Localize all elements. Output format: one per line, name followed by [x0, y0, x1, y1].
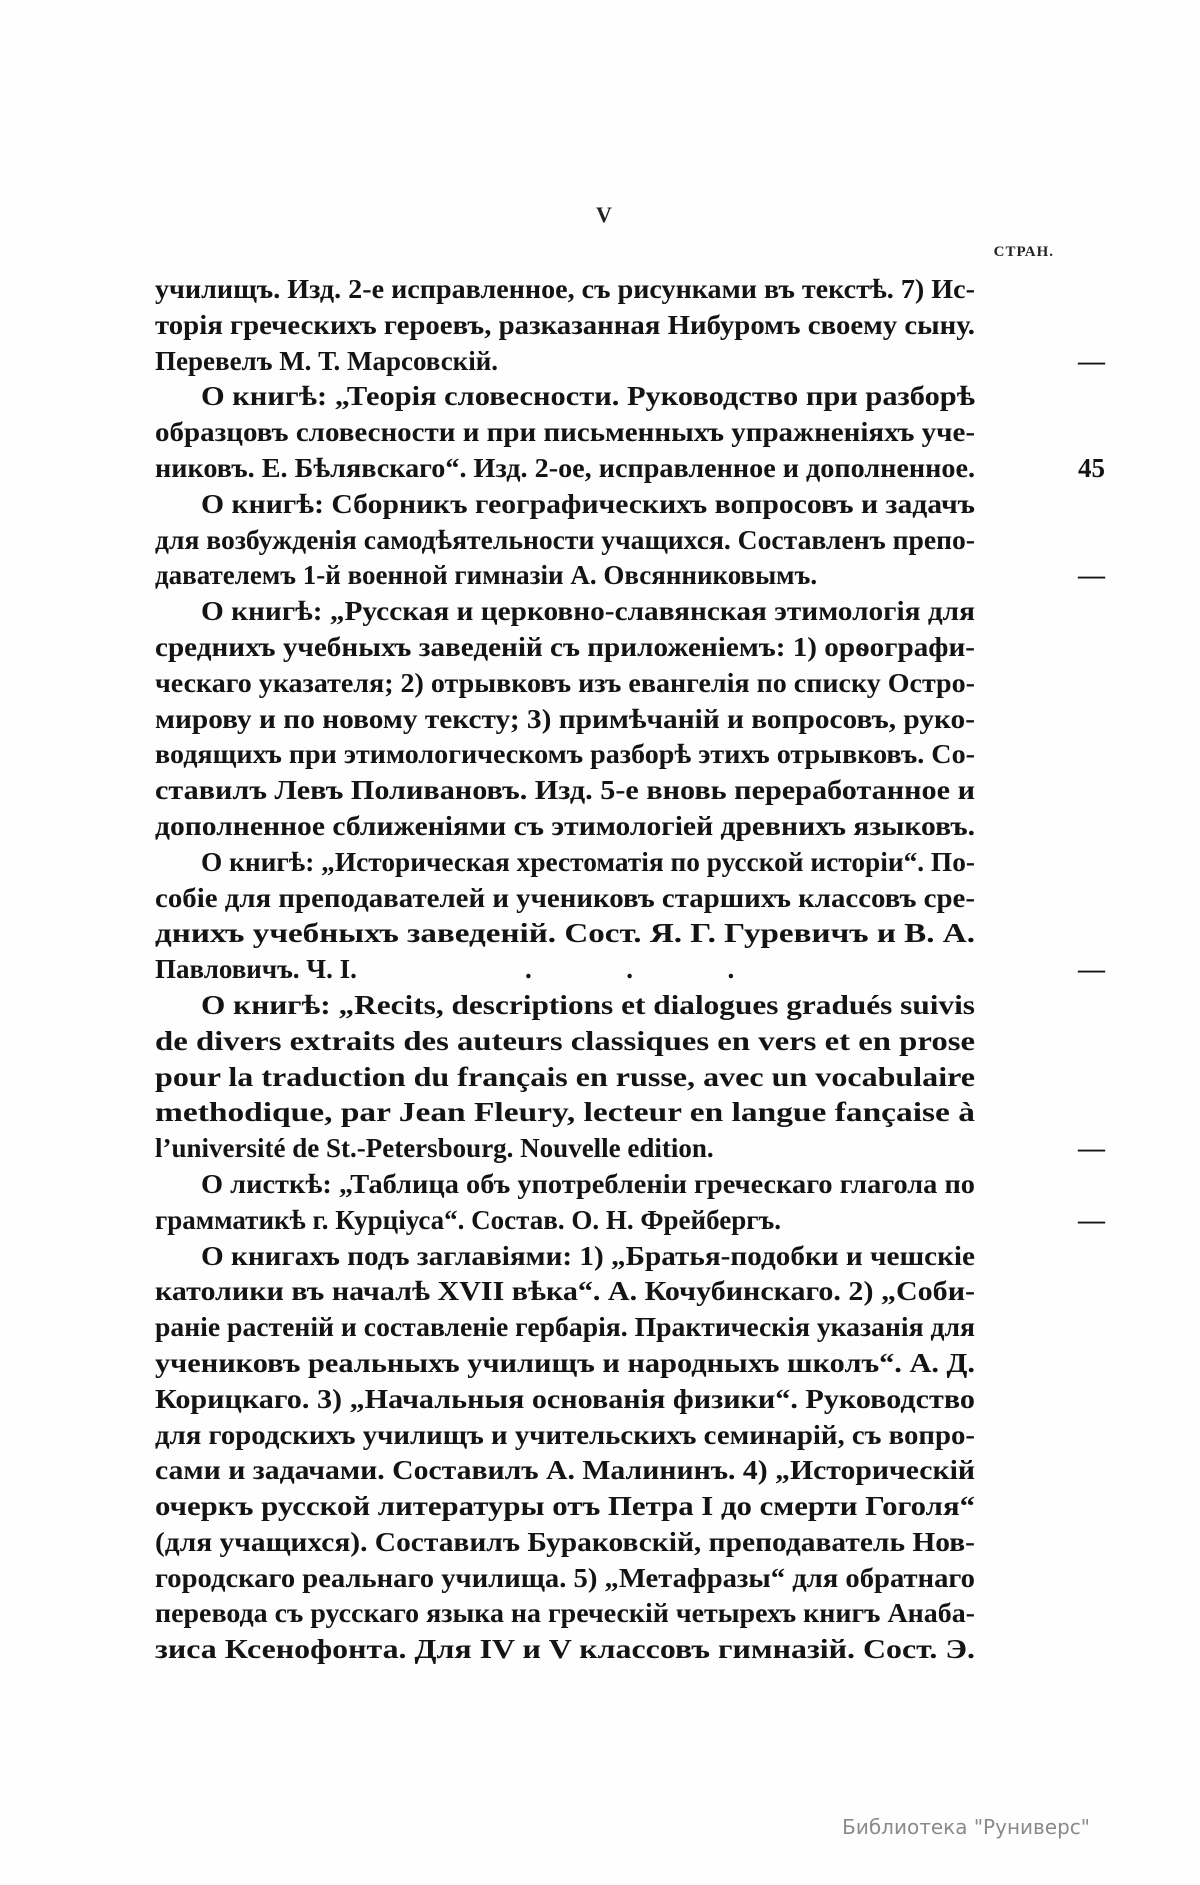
text-line: [155, 1420, 975, 1456]
text-line: [155, 632, 975, 668]
line-text: католики въ началѣ XVII вѣка“. А. Кочубинскаго. 2) „Соби-: [155, 1276, 975, 1307]
line-text: О книгахъ подъ заглавіями: 1) „Братья-подобки и чешскіе: [201, 1240, 975, 1271]
line-text: О книгѣ: Сборникъ географическихъ вопросовъ и задачъ: [201, 488, 975, 519]
text-line: [155, 1455, 975, 1491]
line-text: О листкѣ: „Таблица объ употребленіи греческаго глагола по: [201, 1168, 975, 1199]
text-line: [155, 1133, 1105, 1169]
text-line: [155, 489, 975, 525]
line-text: зиса Ксенофонта. Для IV и V классовъ гимназій. Сост. Э.: [155, 1634, 975, 1665]
text-line: [155, 1491, 975, 1527]
text-line: [155, 1312, 975, 1348]
text-line: [155, 1097, 975, 1133]
text-line: [155, 954, 1105, 990]
line-text: днихъ учебныхъ заведеній. Сост. Я. Г. Гуревичъ и В. А.: [155, 918, 975, 949]
text-line: [155, 274, 975, 310]
line-text: для городскихъ училищъ и учительскихъ семинарій, съ вопро-: [155, 1419, 975, 1450]
line-text: давателемъ 1-й военной гимназіи А. Овсянниковымъ.: [155, 560, 818, 591]
body-text: [155, 274, 1105, 1670]
text-line: [155, 883, 975, 919]
page-reference: —: [1078, 1133, 1105, 1164]
line-text: собіе для преподавателей и учениковъ старшихъ классовъ сре-: [155, 882, 975, 913]
page-reference: —: [1078, 560, 1105, 591]
line-text: pour la traduction du français en russe, avec un vocabulaire: [155, 1061, 975, 1092]
line-text: сами и задачами. Составилъ А. Малининъ. 4) „Историческій: [155, 1455, 975, 1486]
line-text: Корицкаго. 3) „Начальныя основанія физики“. Руководство: [155, 1383, 976, 1414]
library-watermark: Библиотека "Руниверс": [842, 1815, 1090, 1839]
line-text: l’université de St.-Petersbourg. Nouvelle edition.: [155, 1133, 714, 1164]
line-text: (для учащихся). Составилъ Бураковскій, преподаватель Нов-: [155, 1526, 975, 1557]
page-reference: —: [1078, 345, 1105, 376]
text-line: [155, 1598, 975, 1634]
text-line: [155, 668, 975, 704]
text-line: [155, 310, 975, 346]
text-line: [155, 1276, 975, 1312]
line-text: раніе растеній и составленіе гербарія. Практическія указанія для: [155, 1312, 975, 1343]
line-text: никовъ. Е. Бѣлявскаго“. Изд. 2-ое, исправленное и дополненное.: [155, 452, 975, 483]
line-text: Павловичъ. Ч. I.: [155, 954, 357, 985]
page-reference: —: [1078, 1204, 1105, 1235]
line-text: О книгѣ: „Recits, descriptions et dialogues gradués suivis: [201, 989, 975, 1020]
text-line: [155, 560, 1105, 596]
text-line: [155, 1062, 975, 1098]
text-line: [155, 1026, 975, 1062]
line-text: methodique, par Jean Fleury, lecteur en langue fançaise à: [155, 1097, 975, 1128]
line-text: городскаго реальнаго училища. 5) „Метафразы“ для обратнаго: [155, 1562, 975, 1593]
line-text: грамматикѣ г. Курціуса“. Состав. О. Н. Фрейбергъ.: [155, 1204, 781, 1235]
line-text: перевода съ русскаго языка на греческій четырехъ книгъ Анаба-: [155, 1598, 975, 1629]
line-text: торія греческихъ героевъ, разказанная Нибуромъ своему сыну.: [155, 309, 975, 340]
text-line: [155, 417, 975, 453]
text-line: [155, 704, 975, 740]
line-text: водящихъ при этимологическомъ разборѣ этихъ отрывковъ. Со-: [155, 739, 975, 770]
text-line: [155, 1563, 975, 1599]
line-text: среднихъ учебныхъ заведеній съ приложеніемъ: 1) орѳографи-: [155, 631, 975, 662]
text-line: [155, 739, 975, 775]
line-text: образцовъ словесности и при письменныхъ упражненіяхъ уче-: [155, 417, 975, 448]
text-line: [155, 918, 975, 954]
text-line: [155, 345, 1105, 382]
line-text: ставилъ Левъ Поливановъ. Изд. 5-е вновь переработанное и: [155, 775, 975, 806]
text-line: [155, 775, 975, 811]
line-text: О книгѣ: „Теорія словесности. Руководство при разборѣ: [201, 381, 975, 412]
line-text: учениковъ реальныхъ училищъ и народныхъ школъ“. А. Д.: [155, 1347, 975, 1378]
page-folio: V: [596, 202, 612, 227]
text-line: [155, 381, 975, 417]
line-text: мирову и по новому тексту; 3) примѣчаній и вопросовъ, руко-: [155, 703, 975, 734]
text-line: [155, 1169, 975, 1205]
text-line: [155, 847, 975, 883]
line-text: ческаго указателя; 2) отрывковъ изъ евангелія по списку Остро-: [155, 667, 975, 698]
line-text: для возбужденія самодѣятельности учащихся. Составленъ препо-: [155, 524, 975, 555]
line-text: О книгѣ: „Историческая хрестоматія по русской исторіи“. По-: [201, 846, 975, 877]
text-line: [155, 1348, 975, 1384]
text-line: [155, 452, 1105, 489]
dot-leader: . . .: [525, 954, 735, 985]
page-column-header: СТРАН.: [993, 244, 1054, 260]
text-line: [155, 990, 975, 1026]
text-line: [155, 1204, 1105, 1241]
text-line: [155, 596, 975, 632]
line-text: дополненное сближеніями съ этимологіей древнихъ языковъ.: [155, 810, 975, 841]
line-text: училищъ. Изд. 2-е исправленное, съ рисунками въ текстѣ. 7) Ис-: [155, 274, 975, 304]
line-text: de divers extraits des auteurs classiques en vers et en prose: [155, 1025, 975, 1056]
text-line: [155, 1384, 975, 1420]
text-line: [155, 525, 975, 561]
text-line: [155, 1241, 975, 1277]
text-line: [155, 1527, 975, 1563]
line-text: О книгѣ: „Русская и церковно-славянская этимологія для: [201, 596, 975, 627]
text-line: [155, 1634, 975, 1670]
text-line: [155, 811, 975, 847]
line-text: очеркъ русской литературы отъ Петра I до смерти Гоголя“: [155, 1491, 975, 1522]
page-reference: —: [1078, 954, 1105, 985]
page-reference: 45: [1078, 452, 1105, 483]
line-text: Перевелъ М. Т. Марсовскій.: [155, 345, 499, 376]
